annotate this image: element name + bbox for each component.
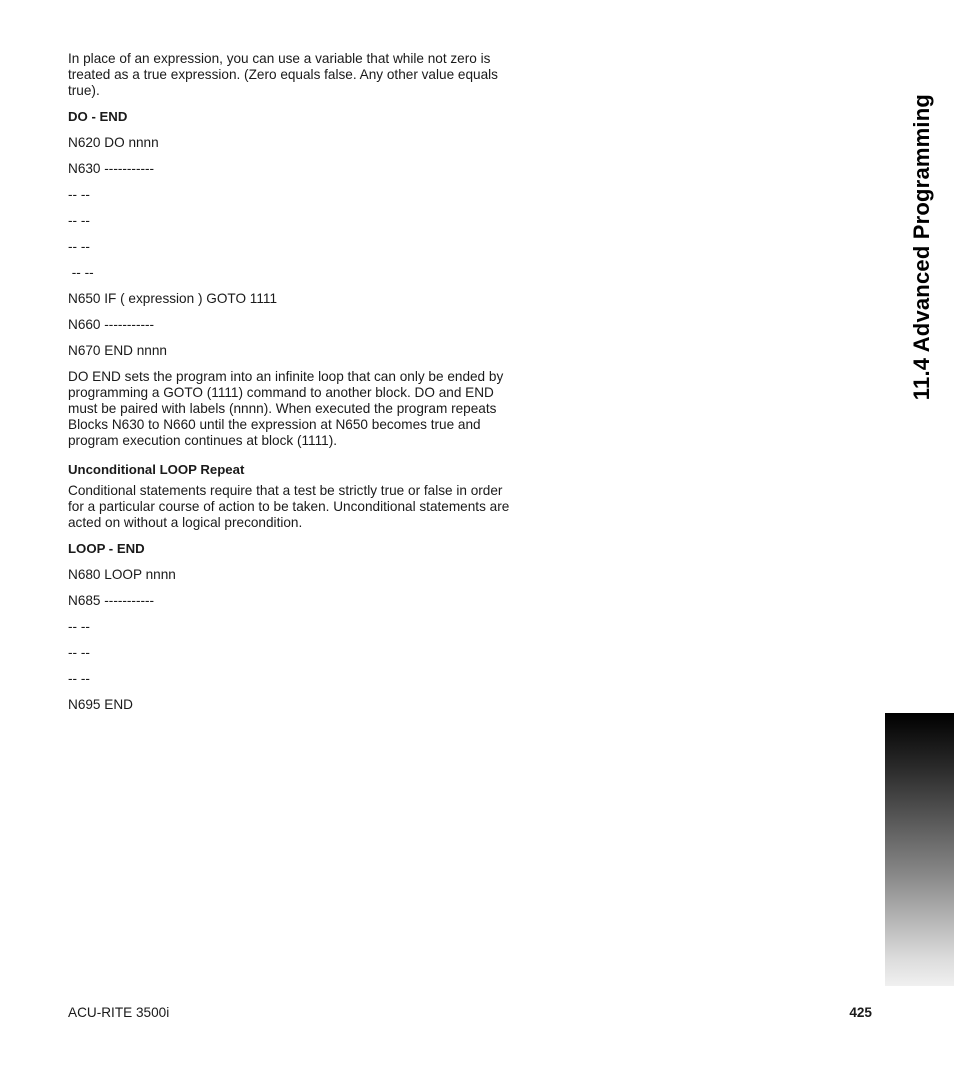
code-line: -- -- bbox=[68, 239, 90, 254]
code-line: N620 DO nnnn bbox=[68, 135, 159, 150]
footer-page-number: 425 bbox=[849, 1005, 872, 1020]
code-line: -- -- bbox=[68, 645, 90, 660]
code-line: N630 ----------- bbox=[68, 161, 155, 176]
code-line: N670 END nnnn bbox=[68, 343, 167, 358]
code-line: -- -- bbox=[68, 187, 90, 202]
chapter-thumb-tab bbox=[885, 713, 954, 986]
section-title-text: 11.4 Advanced Programming bbox=[909, 93, 934, 400]
code-line: N660 ----------- bbox=[68, 317, 155, 332]
code-line: N685 ----------- bbox=[68, 593, 155, 608]
do-end-description: DO END sets the program into an infinite loop that can only be ended by programming a GOTO (1111) command to another block. DO and END must be paired with labels (nnnn). When executed the program repeats Blocks N630 to N660 until the expression at N650 becomes true and program execution continues at block (1111). bbox=[68, 369, 504, 448]
code-line: N680 LOOP nnnn bbox=[68, 567, 176, 582]
do-end-heading: DO - END bbox=[68, 109, 128, 124]
code-line: -- -- bbox=[68, 213, 90, 228]
code-line: -- -- bbox=[68, 671, 90, 686]
code-line: N695 END bbox=[68, 697, 133, 712]
code-line: -- -- bbox=[68, 619, 90, 634]
intro-paragraph: In place of an expression, you can use a variable that while not zero is treated as a true expression. (Zero equals false. Any other value equals true). bbox=[68, 51, 498, 98]
code-line: N650 IF ( expression ) GOTO 1111 bbox=[68, 291, 278, 306]
unconditional-loop-heading: Unconditional LOOP Repeat bbox=[68, 462, 245, 477]
loop-end-heading: LOOP - END bbox=[68, 541, 145, 556]
unconditional-description: Conditional statements require that a test be strictly true or false in order for a particular course of action to be taken. Unconditional statements are acted on without a logical precondition. bbox=[68, 483, 510, 530]
code-line: -- -- bbox=[68, 265, 94, 280]
section-title-vertical bbox=[902, 40, 942, 400]
page-content bbox=[68, 51, 513, 723]
footer-product-name: ACU-RITE 3500i bbox=[68, 1005, 170, 1020]
